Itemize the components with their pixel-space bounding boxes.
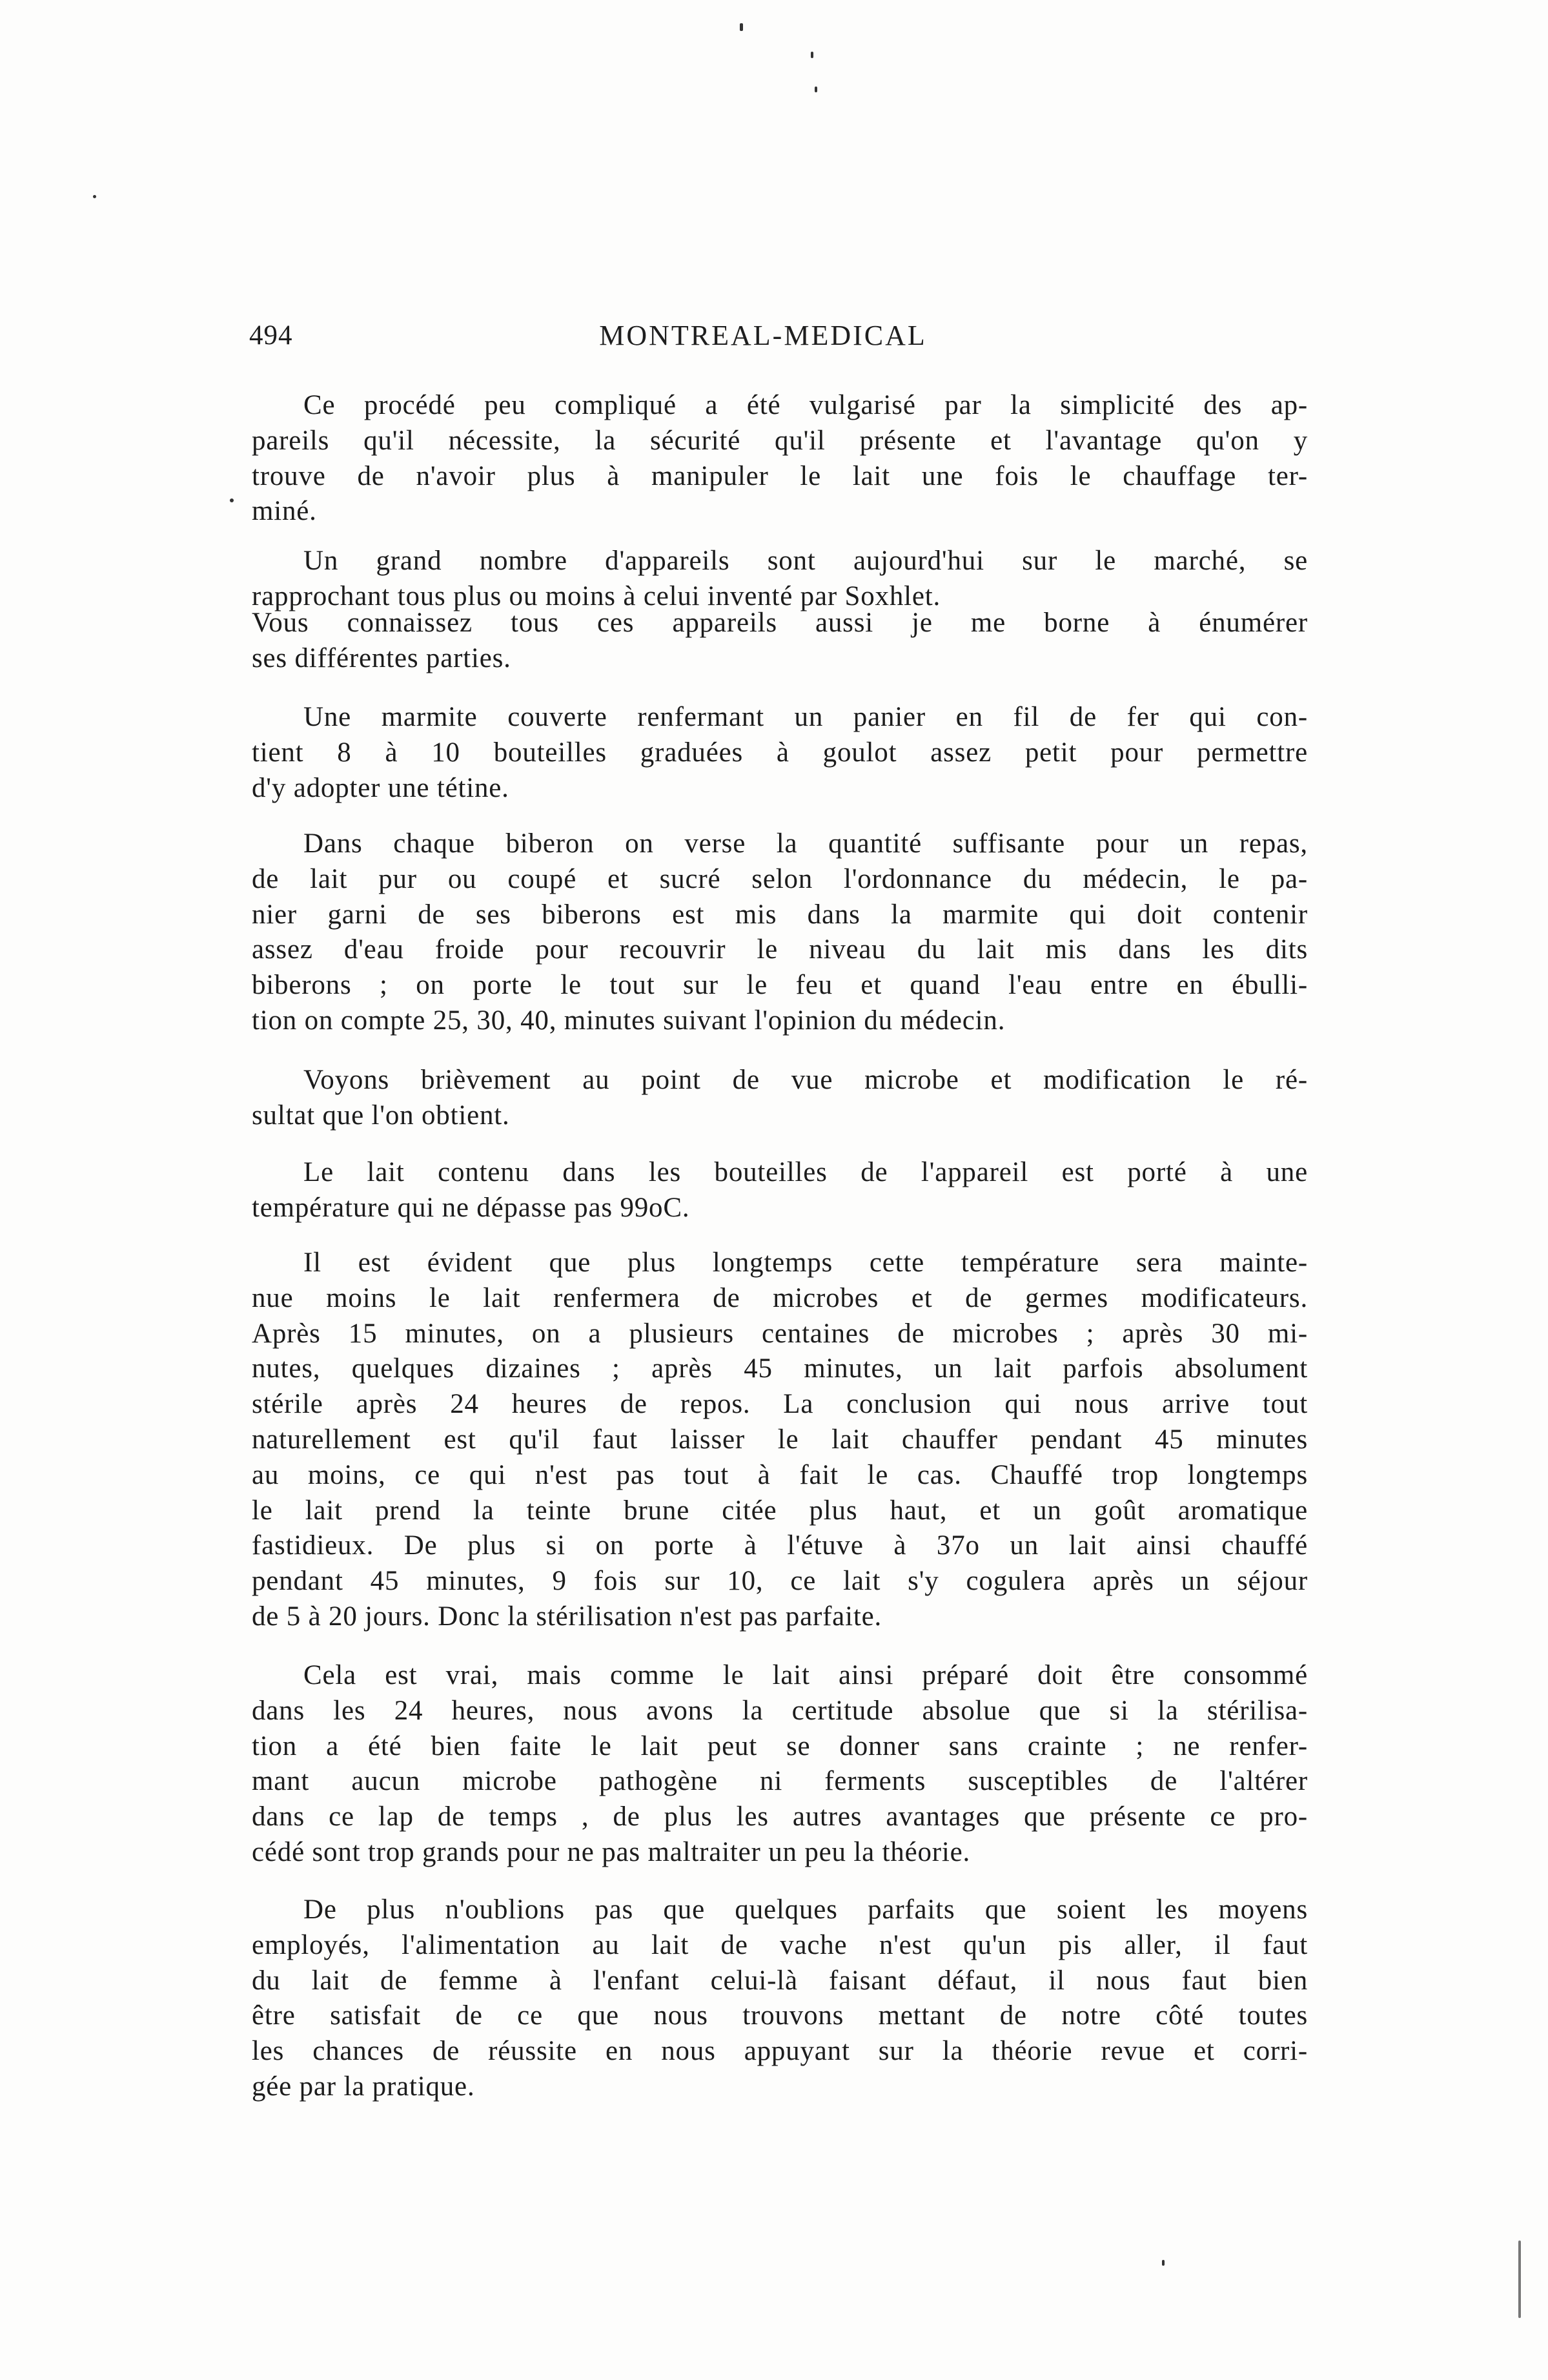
text-line: gée par la pratique.	[252, 2071, 475, 2102]
text-line: Après 15 minutes, on a plusieurs centaines de microbes ; après 30 mi-	[252, 1318, 1308, 1349]
text-line: pendant 45 minutes, 9 fois sur 10, ce lait s'y cogulera après un séjour	[252, 1566, 1308, 1597]
text-line: cédé sont trop grands pour ne pas maltraiter un peu la théorie.	[252, 1837, 971, 1867]
text-line: dans les 24 heures, nous avons la certitude absolue que si la stérilisa-	[252, 1695, 1308, 1726]
text-line: température qui ne dépasse pas 99oC.	[252, 1192, 690, 1223]
text-line: trouve de n'avoir plus à manipuler le lait une fois le chauffage ter-	[252, 460, 1308, 491]
scan-speck	[740, 23, 743, 31]
text-line: Le lait contenu dans les bouteilles de l'appareil est porté à une	[303, 1157, 1308, 1187]
text-line: pareils qu'il nécessite, la sécurité qu'il présente et l'avantage qu'on y	[252, 425, 1308, 456]
text-line: Vous connaissez tous ces appareils aussi je me borne à énumérer	[252, 608, 1308, 638]
text-line: Dans chaque biberon on verse la quantité suffisante pour un repas,	[303, 828, 1308, 859]
text-line: nue moins le lait renfermera de microbes et de germes modificateurs.	[252, 1282, 1308, 1313]
text-line: miné.	[252, 496, 317, 527]
text-line: nier garni de ses biberons est mis dans la marmite qui doit contenir	[252, 899, 1308, 930]
text-line: de 5 à 20 jours. Donc la stérilisation n'est pas parfaite.	[252, 1601, 882, 1632]
scan-speck	[1162, 2260, 1165, 2266]
text-line: au moins, ce qui n'est pas tout à fait le cas. Chauffé trop longtemps	[252, 1459, 1308, 1490]
text-line: Une marmite couverte renfermant un panier en fil de fer qui con-	[303, 702, 1308, 732]
journal-title: MONTREAL-MEDICAL	[599, 320, 927, 351]
text-line: Ce procédé peu compliqué a été vulgarisé par la simplicité des ap-	[303, 390, 1308, 420]
text-line: tion a été bien faite le lait peut se donner sans crainte ; ne renfer-	[252, 1730, 1308, 1761]
text-line: rapprochant tous plus ou moins à celui inventé par Soxhlet.	[252, 580, 941, 611]
text-line: dans ce lap de temps , de plus les autres avantages que présente ce pro-	[252, 1801, 1308, 1832]
text-line: naturellement est qu'il faut laisser le lait chauffer pendant 45 minutes	[252, 1424, 1308, 1455]
text-line: biberons ; on porte le tout sur le feu et quand l'eau entre en ébulli-	[252, 970, 1308, 1001]
text-line: stérile après 24 heures de repos. La conclusion qui nous arrive tout	[252, 1389, 1308, 1420]
scan-speck	[230, 498, 234, 502]
text-line: du lait de femme à l'enfant celui-là faisant défaut, il nous faut bien	[252, 1965, 1308, 1996]
scan-speck	[815, 87, 817, 92]
text-line: de lait pur ou coupé et sucré selon l'ordonnance du médecin, le pa-	[252, 863, 1308, 894]
text-line: Un grand nombre d'appareils sont aujourd'hui sur le marché, se	[303, 546, 1308, 576]
text-line: Il est évident que plus longtemps cette température sera mainte-	[303, 1247, 1308, 1278]
text-line: ses différentes parties.	[252, 642, 511, 673]
text-line: assez d'eau froide pour recouvrir le niveau du lait mis dans les dits	[252, 934, 1308, 965]
text-line: nutes, quelques dizaines ; après 45 minutes, un lait parfois absolument	[252, 1353, 1308, 1384]
text-line: tient 8 à 10 bouteilles graduées à goulot assez petit pour permettre	[252, 737, 1308, 768]
page-number: 494	[249, 320, 293, 351]
text-line: employés, l'alimentation au lait de vache n'est qu'un pis aller, il faut	[252, 1929, 1308, 1960]
scan-speck	[93, 195, 96, 198]
text-line: De plus n'oublions pas que quelques parfaits que soient les moyens	[303, 1894, 1308, 1925]
text-line: Voyons brièvement au point de vue microbe et modification le ré-	[303, 1065, 1308, 1095]
text-line: d'y adopter une tétine.	[252, 772, 509, 803]
text-line: mant aucun microbe pathogène ni ferments susceptibles de l'altérer	[252, 1766, 1308, 1797]
scan-speck	[811, 52, 813, 58]
text-line: être satisfait de ce que nous trouvons mettant de notre côté toutes	[252, 2000, 1308, 2031]
text-line: le lait prend la teinte brune citée plus haut, et un goût aromatique	[252, 1495, 1308, 1526]
text-line: tion on compte 25, 30, 40, minutes suivant l'opinion du médecin.	[252, 1005, 1006, 1036]
text-line: sultat que l'on obtient.	[252, 1100, 510, 1131]
text-line: les chances de réussite en nous appuyant sur la théorie revue et corri-	[252, 2036, 1308, 2067]
text-line: Cela est vrai, mais comme le lait ainsi préparé doit être consommé	[303, 1660, 1308, 1690]
scan-speck	[1518, 2241, 1521, 2318]
text-line: fastidieux. De plus si on porte à l'étuve à 37o un lait ainsi chauffé	[252, 1530, 1308, 1561]
